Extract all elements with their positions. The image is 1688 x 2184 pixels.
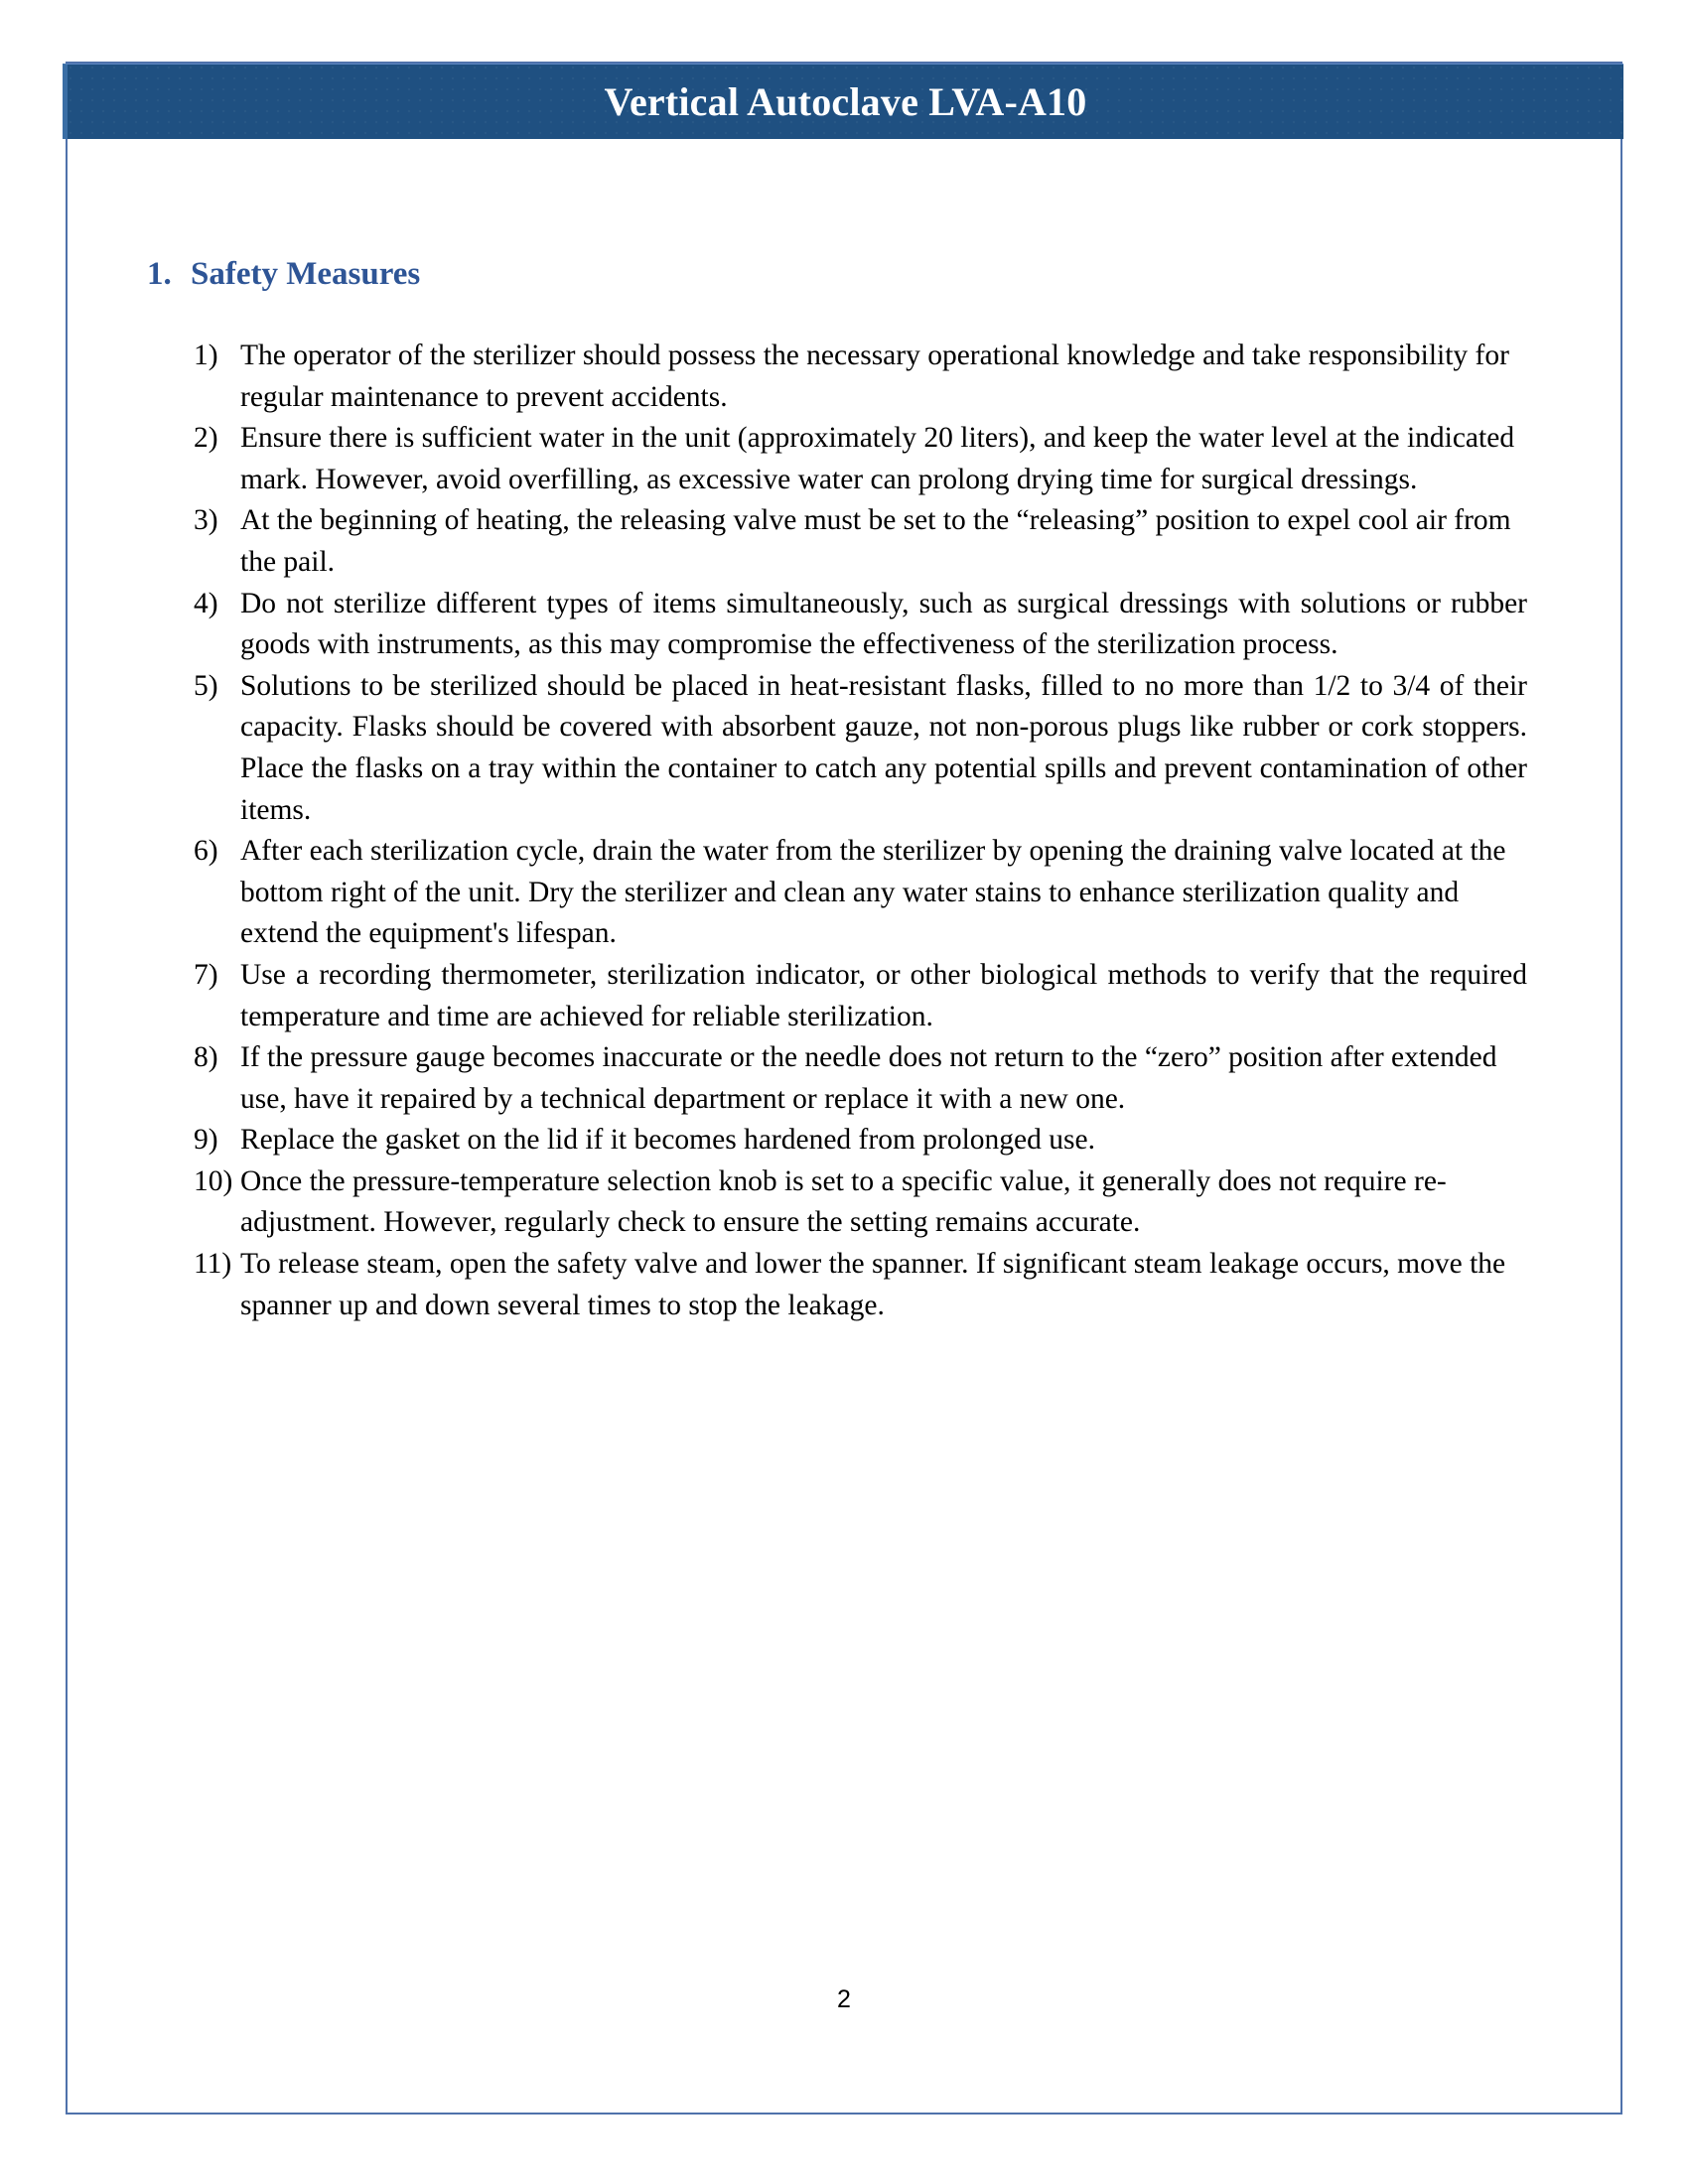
list-item-text: Solutions to be sterilized should be placed in heat-resistant flasks, filled to no more than 1/2 to 3/4 of their capacity. Flasks should be covered with absorbent gauze, not non-porous plugs like rubber or cork stoppers. Place the flasks on a tray within the container to catch any potential spills and prevent contamination of other items. — [240, 669, 1527, 826]
list-item — [194, 1244, 1527, 1326]
document-title: Vertical Autoclave LVA-A10 — [604, 78, 1087, 124]
list-item-marker: 9) — [194, 1124, 218, 1157]
list-item-text: If the pressure gauge becomes inaccurate or the needle does not return to the “zero” position after extended use, have it repaired by a technical department or replace it with a new one. — [240, 1041, 1497, 1115]
list-item — [194, 1161, 1527, 1244]
list-item — [194, 1120, 1527, 1161]
list-item — [194, 584, 1527, 666]
list-item-marker: 2) — [194, 422, 218, 455]
page-number: 2 — [837, 1985, 851, 2013]
list-item-marker: 10) — [194, 1164, 233, 1197]
list-item-text: Replace the gasket on the lid if it becomes hardened from prolonged use. — [240, 1124, 1095, 1157]
list-item-text: After each sterilization cycle, drain the water from the sterilizer by opening the draining valve located at the bottom right of the unit. Dry the sterilizer and clean any water stains to enhance sterilization quality and extend the equipment's lifespan. — [240, 835, 1506, 950]
list-item-text: At the beginning of heating, the releasing valve must be set to the “releasing” position to expel cool air from the pail. — [240, 504, 1511, 578]
list-item — [194, 666, 1527, 831]
list-item — [194, 418, 1527, 500]
list-item-marker: 7) — [194, 958, 218, 991]
list-item-marker: 5) — [194, 669, 218, 702]
document-title-banner — [63, 64, 1623, 139]
list-item-text: Do not sterilize different types of items simultaneously, such as surgical dressings with solutions or rubber goods with instruments, as this may compromise the effectiveness of the sterilization process. — [240, 587, 1527, 661]
section-heading-safety-measures — [147, 256, 420, 294]
list-item — [194, 336, 1527, 418]
list-item-marker: 3) — [194, 504, 218, 537]
list-item-text: To release steam, open the safety valve and lower the spanner. If significant steam leakage occurs, move the spanner up and down several times to stop the leakage. — [240, 1248, 1506, 1321]
list-item-marker: 11) — [194, 1248, 232, 1281]
list-item-marker: 8) — [194, 1041, 218, 1074]
list-item-text: The operator of the sterilizer should possess the necessary operational knowledge and take responsibility for regular maintenance to prevent accidents. — [240, 340, 1509, 413]
list-item-marker: 6) — [194, 835, 218, 868]
safety-measures-list — [194, 336, 1527, 1326]
list-item — [194, 955, 1527, 1037]
list-item — [194, 831, 1527, 955]
list-item-text: Once the pressure-temperature selection knob is set to a specific value, it generally does not require re-adjustment. However, regularly check to ensure the setting remains accurate. — [240, 1164, 1447, 1239]
list-item — [194, 500, 1527, 583]
list-item-marker: 1) — [194, 340, 218, 371]
list-item — [194, 1037, 1527, 1120]
section-number: 1. — [147, 256, 172, 292]
list-item-text: Ensure there is sufficient water in the unit (approximately 20 liters), and keep the water level at the indicated mark. However, avoid overfilling, as excessive water can prolong drying time for surgical dressings. — [240, 422, 1515, 495]
section-title: Safety Measures — [191, 256, 421, 292]
list-item-text: Use a recording thermometer, sterilization indicator, or other biological methods to verify that the required temperature and time are achieved for reliable sterilization. — [240, 958, 1527, 1032]
list-item-marker: 4) — [194, 587, 218, 619]
